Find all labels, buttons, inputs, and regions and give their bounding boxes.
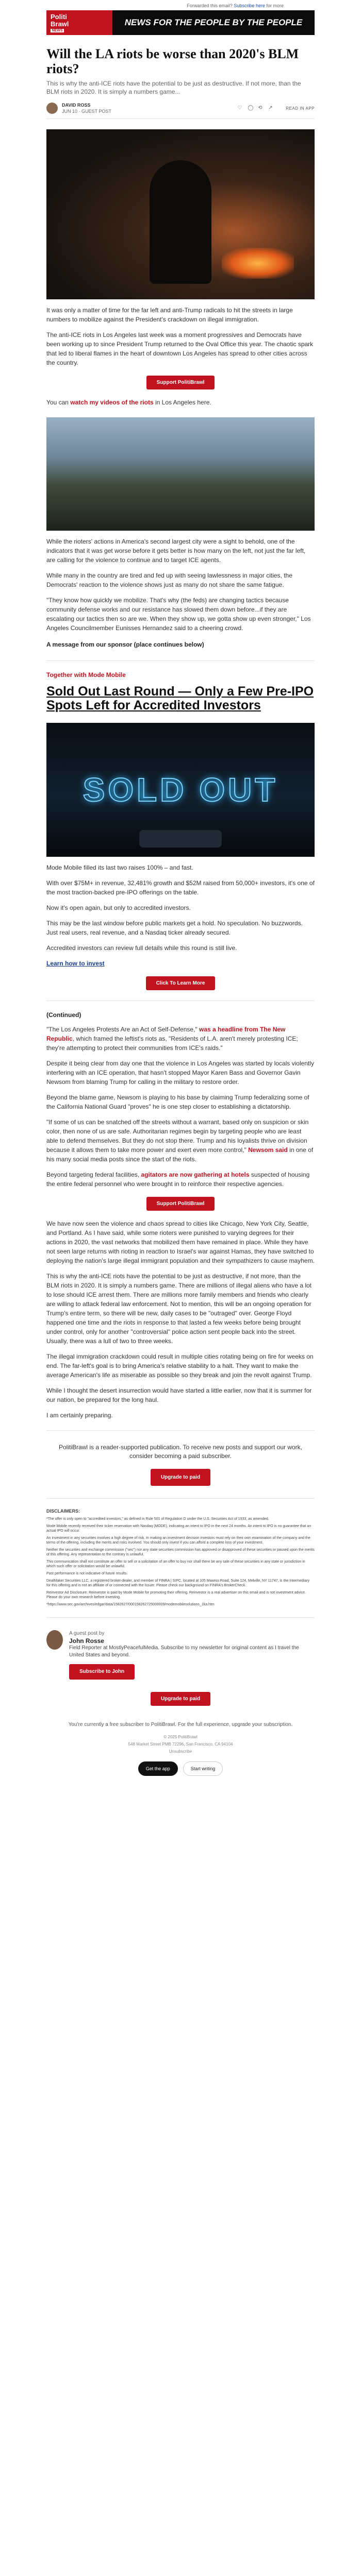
footer-address: © 2025 PolitiBrawl 548 Market Street PMB 72296, San Francisco, CA 94104 Unsubscribe — [128, 1735, 233, 1754]
support-button-2[interactable]: Support PolitiBrawl — [146, 1197, 215, 1211]
banner-tagline: NEWS FOR THE PEOPLE BY THE PEOPLE — [124, 18, 303, 27]
disclaimer-item: Neither the securities and exchange commission ("sec") nor any state securities commission has approved or disapproved of these securities or passed upon the merits of this offering. Any representation to the contrary is unlawful. — [46, 1548, 315, 1556]
disclaimer-item: *The offer is only open to "accredited investors," as defined in Rule 501 of Regulation D under the U.S. Securities Act of 1933, as amended. — [46, 1517, 269, 1521]
logo-line-1: Politi — [51, 12, 67, 21]
politibrawl-logo — [46, 10, 112, 35]
continued-paragraph-2: Despite it being clear from day one that the violence in Los Angeles was started by locals violently interfering with an ICE operation, that hasn't stopped Mayor Karen Bass and Governor Gavin Newsom from blaming Trump for calling in the military to restore order. — [46, 1060, 314, 1086]
disclaimer-item: DealMaker Securities LLC, a registered broker-dealer, and member of FINRA | SIPC, located at 105 Maxess Road, Suite 124, Melville, NY 11747, is the Intermediary for this offering and is not an affiliate of or connected with the Issuer. Please check our background on FINRA's BrokerCheck. — [46, 1579, 310, 1587]
sponsor-note: A message from our sponsor (place continues below) — [46, 641, 204, 648]
paragraph-4: While many in the country are tired and fed up with seeing lawlessness in major cities, the Democrats' reaction to the violence shows just as many do not share the same fatigue. — [46, 572, 292, 588]
c5-pre: Beyond targeting federal facilities, — [46, 1171, 141, 1178]
post-subtitle: This is why the anti-ICE riots have the potential to be just as destructive. If not more, than the BLM riots in 2020. It is simply a numbers game... — [46, 80, 301, 95]
videos-link[interactable]: watch my videos of the riots — [70, 399, 154, 406]
guest-name[interactable]: John Rosse — [69, 1637, 104, 1645]
paragraph-3: While the rioters' actions in America's second largest city were a sight to behold, one of the indicators that it was get worse before it gets better is how many on the left, not just the far left, are calling for the violence to continue and to target ICE agents. — [46, 538, 306, 564]
ad-headline[interactable]: Sold Out Last Round — Only a Few Pre-IPO Spots Left for Accredited Investors — [46, 684, 314, 713]
fire-glow — [222, 248, 294, 279]
c4-pre: "If some of us can be snatched off the streets without a warrant, based only on suspicion or skin color, then none of us are safe. Authoritarian regimes begin by targeting people who are least able to defend themselves. But they do not stop there. Trump and his loyalists thrive on division because it allows them to take more power and exert even more control," — [46, 1118, 309, 1154]
post-title[interactable]: Will the LA riots be worse than 2020's BLM riots? — [46, 46, 299, 76]
ad-paragraph-3: Now it's open again, but only to accredited investors. — [46, 904, 191, 911]
forward-text: Forwarded this email? — [187, 3, 233, 8]
disclaimer-item: This communication shall not constitute an offer to sell or a solicitation of an offer to buy nor shall there be any sale of these securities in any state or jurisdiction in which such offer or solicitation would be unlawful. — [46, 1560, 305, 1568]
logo-line-3: NEWS — [51, 29, 64, 32]
disclaimer-item: *https://www.sec.gov/archives/edgar/data/1582627/000158262725000009/modemobilesolutions_1ka.htm — [46, 1603, 215, 1606]
restack-icon[interactable]: ⟲ — [258, 105, 262, 111]
author-name[interactable]: DAVID ROSS — [62, 103, 91, 108]
sold-out-text: SOLD OUT — [83, 771, 278, 808]
disclaimer-item: An investment in any securities involves a high degree of risk. In making an investment decision investors must rely on their own examination of the company and the terms of the offering, including the merits and risks involved. You should only invest if you can afford a complete loss of your investment. — [46, 1536, 310, 1545]
divider — [46, 1498, 315, 1499]
protest-photo[interactable] — [46, 129, 315, 299]
divider — [46, 660, 315, 661]
share-icon[interactable]: ↗ — [268, 105, 273, 111]
paragraph-5: "They know how quickly we mobilize. That's why (the feds) are changing tactics because community defense works and our resistance has slowed them down before...if they are escalating our tactics then so are we. When they show up, we gotta show up even stronger," Los Angeles Councilmember Eunisses Hernandez said to a cheering crowd. — [46, 597, 311, 632]
continued-paragraph-1 — [46, 1025, 315, 1053]
heart-icon[interactable]: ♡ — [237, 105, 242, 111]
newsom-link[interactable]: Newsom said — [248, 1146, 288, 1154]
c1-pre: "The Los Angeles Protests Are an Act of Self-Defense," — [46, 1026, 200, 1033]
ad-paragraph-5: Accredited investors can review full details while this round is still live. — [46, 944, 237, 952]
post-date: JUN 10 · GUEST POST — [62, 109, 111, 114]
ad-label: Together with Mode Mobile — [46, 671, 126, 679]
disclaimer-item: Reinvestor Ad Disclosure: Reinvestor is paid by Mode Mobile for promoting their offering. Reinvestor is a real advertiser on this email and is not investment advice. Please do your own research before investing. — [46, 1591, 306, 1599]
guest-label: A guest post by — [69, 1631, 105, 1636]
videos-paragraph — [46, 398, 315, 407]
content-column — [46, 10, 315, 1776]
support-button[interactable]: Support PolitiBrawl — [146, 376, 215, 389]
forward-tail: for more — [266, 3, 284, 8]
upgrade-button[interactable]: Upgrade to paid — [151, 1469, 210, 1486]
continued-paragraph-7: This is why the anti-ICE riots have the potential to be just as destructive, if not more, than the BLM riots in 2020. It is simply a numbers game. There are millions of illegal aliens who have a lot to lose should ICE arrest them. There are millions more family members and friends who clearly are willing to attack federal law enforcement. Not to mention, this will be an ongoing operation for Trump's entire term, so there will be new, daily cases to be "outraged" over. George Floyd happened one time and the riots in response to that lasted a few weeks before being brought under control, only for another "controversial" police action sent people back into the street. Usually, there was a lull of two to three weeks. — [46, 1273, 312, 1345]
ad-paragraph-2: With over $75M+ in revenue, 32,481% growth and $52M raised from 50,000+ investors, it's one of the most traction-backed pre-IPO offerings on the table. — [46, 879, 315, 896]
read-in-app-button[interactable]: READ IN APP — [286, 106, 315, 111]
hotels-link[interactable]: agitators are now gathering at hotels — [141, 1171, 250, 1178]
riot-photo[interactable] — [46, 417, 315, 531]
author-avatar[interactable] — [46, 103, 58, 114]
action-icons — [237, 106, 315, 111]
new-republic-link[interactable]: was a headline from The New Republic — [46, 1026, 286, 1042]
disclaimers-heading: DISCLAIMERS: — [46, 1509, 80, 1514]
continued-paragraph-9: While I thought the desert insurrection would have started a little earlier, now that it is summer for our nation, be prepared for the long haul. — [46, 1387, 312, 1403]
support-button-row — [46, 376, 315, 389]
guest-author-card — [46, 1630, 315, 1680]
disclaimer-item: Past performance is not indicative of future results. — [46, 1572, 128, 1575]
guest-bio: Field Reporter at MostlyPeacefulMedia. Subscribe to my newsletter for original content as I travel the United States and beyond. — [69, 1645, 299, 1658]
c5-post: suspected of housing the entire federal personnel who were brought in to reinforce their respective agencies. — [46, 1171, 310, 1188]
forward-notice — [0, 0, 361, 10]
c4-post: in one of his many social media posts since the start of the riots. — [46, 1146, 314, 1163]
footer — [46, 1721, 315, 1776]
disclaimer-item: Mode Mobile recently received their ticker reservation with Nasdaq (MODE), indicating an intent to IPO in the next 24 months. An intent to IPO is no guarantee that an actual IPO will occur. — [46, 1524, 311, 1533]
paragraph-1: It was only a matter of time for the far left and anti-Trump radicals to hit the streets in large numbers to mobilize against the President's crackdown on illegal immigration. — [46, 307, 293, 323]
disclaimers — [46, 1509, 315, 1607]
footer-upgrade-row — [46, 1692, 315, 1706]
continued-label: (Continued) — [46, 1011, 81, 1019]
get-app-button[interactable]: Get the app — [138, 1761, 178, 1776]
guest-avatar[interactable] — [46, 1630, 63, 1650]
header-banner[interactable] — [46, 10, 315, 35]
learn-more-button[interactable]: Click To Learn More — [146, 976, 216, 990]
continued-paragraph-8: The illegal immigration crackdown could result in multiple cities rotating being on fire for weeks on end. The far-left's goal is to bring America's relative stability to a halt. They want to make the average American's life as miserable as possible so they break and join the revolt against Trump. — [46, 1353, 314, 1379]
continued-paragraph-5 — [46, 1170, 315, 1189]
continued-paragraph-6: We have now seen the violence and chaos spread to cities like Chicago, New York City, Seattle, and Portland. As I have said, while some rioters were punished to varying degrees for their actions in 2020, the vast networks that mobilized them have remained in place. While they have not seen large returns with rioting in reaction to Israel's war against Hamas, they have switched to deploying the nation's large illegal immigrant population and their sympathizers to cause mayhem. — [46, 1220, 315, 1264]
byline — [46, 102, 315, 119]
paragraph-2: The anti-ICE riots in Los Angeles last week was a moment progressives and Democrats have been working up to since President Trump returned to the Oval Office this year. The chaotic spark that led to liberal flames in the heart of downtown Los Angeles has spread to other cities across the country. — [46, 331, 314, 366]
subscribe-link[interactable]: Subscribe here — [234, 3, 265, 8]
guest-text — [69, 1630, 315, 1680]
sold-out-image[interactable] — [46, 723, 315, 857]
support-button-row-2 — [46, 1197, 315, 1211]
logo-line-2: Brawl — [51, 20, 69, 28]
promo-text: PolitiBrawl is a reader-supported publication. To receive new posts and support our work, consider becoming a paid subscriber. — [58, 1444, 303, 1460]
byline-meta — [62, 102, 237, 114]
subscribe-promo — [46, 1443, 315, 1486]
divider — [46, 1617, 315, 1618]
subscribe-to-guest-button[interactable]: Subscribe to John — [69, 1664, 135, 1680]
learn-to-invest-link[interactable]: Learn how to invest — [46, 960, 105, 967]
protester-silhouette — [150, 160, 211, 284]
videos-post: in Los Angeles here. — [153, 399, 211, 406]
app-buttons — [46, 1761, 315, 1776]
ad-paragraph-1: Mode Mobile filled its last two raises 100% – and fast. — [46, 864, 193, 871]
continued-paragraph-3: Beyond the blame game, Newsom is playing to his base by claiming Trump federalizing some of the California National Guard "proves" he is one step closer to establishing a dictatorship. — [46, 1094, 309, 1110]
phone-graphic — [139, 830, 222, 848]
comment-icon[interactable]: ◯ — [248, 105, 254, 111]
continued-paragraph-10: I am certainly preparing. — [46, 1412, 113, 1419]
start-writing-button[interactable]: Start writing — [183, 1761, 223, 1776]
footer-line: You're currently a free subscriber to PolitiBrawl. For the full experience, upgrade your subscription. — [68, 1722, 293, 1727]
cta-row — [46, 976, 315, 990]
divider — [46, 1430, 315, 1431]
footer-upgrade-button[interactable]: Upgrade to paid — [151, 1692, 210, 1706]
continued-paragraph-4 — [46, 1117, 315, 1164]
ad-paragraph-4: This may be the last window before public markets get a hold. No speculation. No buzzwords. Just real users, real revenue, and a Nasdaq ticker already secured. — [46, 920, 303, 936]
videos-pre: You can — [46, 399, 71, 406]
c1-post: , which framed the leftist's riots as, "Residents of L.A. aren't merely protesting ICE; they're attempting to protect their communities from ICE's raids." — [46, 1035, 298, 1052]
